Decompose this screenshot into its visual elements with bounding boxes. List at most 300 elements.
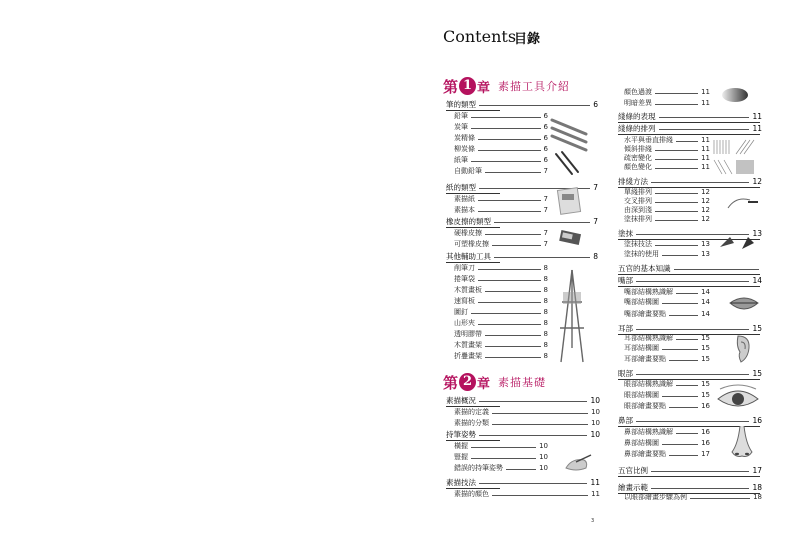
- toc-leader-line: [492, 413, 588, 414]
- toc-subentry[interactable]: [454, 286, 548, 295]
- toc-page-number: 11: [591, 490, 600, 498]
- toc-subentry[interactable]: [454, 341, 548, 350]
- toc-page-number: 15: [752, 369, 762, 378]
- toc-subentry[interactable]: [624, 450, 710, 459]
- toc-page-number: 11: [701, 145, 710, 153]
- toc-entry-label: 圖釘: [454, 308, 468, 316]
- toc-entry-label: 錯誤的持筆姿勢: [454, 464, 503, 472]
- toc-entry-label: 素描技法: [446, 478, 476, 487]
- toc-leader-line: [494, 222, 590, 223]
- line-hatching-illustration: [712, 138, 758, 176]
- toc-leader-line: [471, 117, 541, 118]
- toc-leader-line: [655, 220, 698, 221]
- toc-leader-line: [471, 458, 536, 459]
- toc-entry-label: 塗抹排列: [624, 215, 652, 223]
- toc-page-number: 11: [701, 154, 710, 162]
- toc-leader-line: [676, 293, 698, 294]
- toc-page-number: 8: [543, 297, 548, 305]
- toc-entry-label: 塗抹的使用: [624, 250, 659, 258]
- section-underline: [446, 406, 500, 407]
- toc-entry-label: 持筆姿勢: [446, 430, 476, 439]
- toc-entry-label: 鼻部結構熟識解: [624, 428, 673, 436]
- toc-entry-label: 可塑橡皮擦: [454, 240, 489, 248]
- toc-page-number: 12: [701, 188, 710, 196]
- toc-subentry[interactable]: [454, 195, 548, 204]
- toc-subentry[interactable]: [624, 334, 710, 343]
- toc-subentry[interactable]: [454, 275, 548, 284]
- toc-entry-label: 以眼部繪畫步驟為例: [624, 493, 687, 501]
- section-underline: [618, 286, 760, 287]
- toc-leader-line: [478, 150, 541, 151]
- toc-page-number: 15: [701, 344, 710, 352]
- toc-entry-label: 炭精條: [454, 134, 475, 142]
- toc-leader-line: [655, 168, 698, 169]
- toc-leader-line: [471, 447, 536, 448]
- toc-entry-label: 柳炭條: [454, 145, 475, 153]
- toc-entry-label: 紙筆: [454, 156, 468, 164]
- toc-subentry[interactable]: [624, 99, 710, 108]
- toc-entry-label: 自動鉛筆: [454, 167, 482, 175]
- hatching-method-illustration: [726, 190, 760, 216]
- toc-subentry[interactable]: [624, 428, 710, 437]
- toc-page-number: 15: [752, 324, 762, 333]
- toc-page-number: 13: [752, 229, 762, 238]
- toc-entry-label: 顏色變化: [624, 163, 652, 171]
- toc-subentry[interactable]: [624, 215, 710, 224]
- toc-leader-line: [485, 335, 541, 336]
- toc-section-entry[interactable]: [618, 483, 762, 492]
- toc-leader-line: [478, 324, 541, 325]
- toc-entry-label: 傾斜排綫: [624, 145, 652, 153]
- section-underline: [446, 227, 500, 228]
- toc-entry-label: 素描的顏色: [454, 490, 489, 498]
- toc-entry-label: 顏色過渡: [624, 88, 652, 96]
- section-underline: [618, 122, 760, 123]
- toc-page-number: 14: [701, 298, 710, 306]
- toc-subentry[interactable]: [454, 297, 548, 306]
- toc-leader-line: [492, 245, 541, 246]
- toc-leader-line: [662, 396, 698, 397]
- toc-page-number: 12: [701, 215, 710, 223]
- toc-page-number: 7: [593, 183, 598, 192]
- toc-leader-line: [479, 483, 587, 484]
- toc-section-entry[interactable]: [618, 276, 762, 285]
- toc-page-number: 8: [543, 352, 548, 360]
- toc-leader-line: [479, 105, 590, 106]
- toc-entry-label: 素描的分類: [454, 419, 489, 427]
- toc-subentry[interactable]: [454, 408, 600, 417]
- section-underline: [446, 488, 500, 489]
- toc-leader-line: [655, 104, 698, 105]
- toc-entry-label: 疏密變化: [624, 154, 652, 162]
- toc-page-number: 14: [752, 276, 762, 285]
- toc-subentry[interactable]: [454, 156, 548, 165]
- chapter-1-heading: [443, 75, 570, 97]
- toc-entry-label: 嘴部繪畫要點: [624, 310, 666, 318]
- pencils-illustration: [548, 114, 590, 176]
- toc-leader-line: [676, 339, 698, 340]
- toc-subentry[interactable]: [454, 308, 548, 317]
- toc-leader-line: [485, 172, 541, 173]
- toc-section-entry[interactable]: [446, 252, 598, 261]
- toc-subentry[interactable]: [454, 206, 548, 215]
- toc-entry-label: 耳部結構圖: [624, 344, 659, 352]
- toc-section-entry[interactable]: [446, 478, 600, 487]
- toc-leader-line: [655, 150, 698, 151]
- toc-entry-label: 鉛筆: [454, 112, 468, 120]
- toc-leader-line: [636, 281, 749, 282]
- toc-subentry[interactable]: [624, 154, 710, 163]
- toc-leader-line: [659, 129, 750, 130]
- toc-subentry[interactable]: [454, 167, 548, 176]
- section-underline: [446, 262, 500, 263]
- section-underline: [618, 476, 760, 477]
- toc-page-number: 6: [543, 123, 548, 131]
- toc-subentry[interactable]: [624, 344, 710, 353]
- toc-subentry[interactable]: [624, 206, 710, 215]
- toc-subentry[interactable]: [624, 136, 710, 145]
- section-underline: [446, 440, 500, 441]
- toc-entry-label: 捲筆袋: [454, 275, 475, 283]
- toc-page-number: 10: [590, 396, 600, 405]
- tone-gradient-illustration: [720, 86, 750, 104]
- toc-page-number: 11: [701, 163, 710, 171]
- toc-entry-label: 硬橡皮擦: [454, 229, 482, 237]
- toc-entry-label: 橫握: [454, 442, 468, 450]
- toc-entry-label: 筆的類型: [446, 100, 476, 109]
- toc-page-number: 16: [752, 416, 762, 425]
- toc-page-number: 6: [543, 134, 548, 142]
- toc-entry-label: 山形夾: [454, 319, 475, 327]
- toc-page-number: 10: [539, 442, 548, 450]
- toc-leader-line: [479, 435, 587, 436]
- toc-page-number: 10: [539, 464, 548, 472]
- toc-leader-line: [478, 302, 541, 303]
- toc-leader-line: [669, 455, 698, 456]
- toc-leader-line: [690, 498, 750, 499]
- toc-page-number: 8: [543, 319, 548, 327]
- smudge-illustration: [718, 235, 758, 251]
- toc-page-number: 11: [701, 136, 710, 144]
- toc-page-number: 12: [701, 197, 710, 205]
- chapter-title: 素描工具介紹: [498, 80, 571, 93]
- toc-page-number: 11: [752, 124, 762, 133]
- toc-subentry[interactable]: [624, 197, 710, 206]
- toc-page-number: 7: [543, 229, 548, 237]
- toc-leader-line: [485, 357, 541, 358]
- toc-subentry[interactable]: [624, 88, 710, 97]
- toc-entry-label: 嘴部結構熟識解: [624, 288, 673, 296]
- toc-page-number: 7: [543, 206, 548, 214]
- toc-leader-line: [676, 385, 698, 386]
- toc-entry-label: 嘴部: [618, 276, 633, 285]
- toc-page-number: 6: [543, 156, 548, 164]
- toc-page-number: 14: [701, 310, 710, 318]
- chapter-number-badge: 1: [459, 77, 476, 95]
- toc-section-entry[interactable]: [446, 217, 598, 226]
- toc-subentry[interactable]: [454, 419, 600, 428]
- eye-illustration: [716, 381, 760, 415]
- toc-section-entry[interactable]: [618, 324, 762, 333]
- toc-subentry[interactable]: [454, 464, 548, 473]
- toc-page-number: 8: [543, 341, 548, 349]
- toc-entry-label: 削筆刀: [454, 264, 475, 272]
- toc-subentry[interactable]: [624, 298, 710, 307]
- toc-leader-line: [479, 401, 587, 402]
- toc-entry-label: 繪畫示範: [618, 483, 648, 492]
- toc-entry-label: 木質畫架: [454, 341, 482, 349]
- toc-page-number: 11: [701, 88, 710, 96]
- toc-entry-label: 素描的定義: [454, 408, 489, 416]
- toc-leader-line: [669, 407, 698, 408]
- toc-subentry[interactable]: [454, 145, 548, 154]
- toc-entry-label: 速寫板: [454, 297, 475, 305]
- toc-page-number: 7: [543, 240, 548, 248]
- ear-illustration: [732, 334, 752, 364]
- toc-leader-line: [471, 313, 541, 314]
- toc-entry-label: 鼻部繪畫要點: [624, 450, 666, 458]
- section-underline: [618, 274, 760, 275]
- toc-leader-line: [478, 200, 541, 201]
- page-number: 3: [591, 518, 595, 524]
- toc-leader-line: [506, 469, 536, 470]
- toc-leader-line: [662, 349, 698, 350]
- toc-entry-label: 橡皮擦的類型: [446, 217, 491, 226]
- toc-entry-label: 綫條的表現: [618, 112, 656, 121]
- toc-leader-line: [636, 374, 749, 375]
- toc-leader-line: [676, 141, 698, 142]
- toc-page-number: 8: [543, 275, 548, 283]
- toc-section-entry[interactable]: [618, 112, 762, 121]
- toc-page-number: 15: [701, 334, 710, 342]
- toc-entry-label: 交叉排列: [624, 197, 652, 205]
- toc-entry-label: 炭筆: [454, 123, 468, 131]
- toc-page-number: 17: [701, 450, 710, 458]
- toc-entry-label: 素描紙: [454, 195, 475, 203]
- toc-leader-line: [485, 291, 541, 292]
- toc-page-number: 16: [701, 439, 710, 447]
- toc-leader-line: [655, 211, 698, 212]
- toc-section-entry[interactable]: [446, 396, 600, 405]
- toc-entry-label: 五官比例: [618, 466, 648, 475]
- toc-subentry[interactable]: [624, 380, 710, 389]
- toc-entry-label: 耳部結構熟識解: [624, 334, 673, 342]
- toc-leader-line: [478, 280, 541, 281]
- toc-entry-label: 木質畫板: [454, 286, 482, 294]
- toc-subentry[interactable]: [624, 240, 710, 249]
- toc-leader-line: [674, 269, 760, 270]
- toc-leader-line: [494, 257, 590, 258]
- toc-leader-line: [492, 424, 588, 425]
- hand-holding-pencil-illustration: [562, 452, 592, 474]
- toc-page-number: 8: [543, 264, 548, 272]
- toc-leader-line: [662, 444, 698, 445]
- toc-entry-label: 五官的基本知識: [618, 264, 671, 273]
- toc-page-number: 11: [590, 478, 600, 487]
- toc-page-number: 16: [701, 428, 710, 436]
- toc-leader-line: [655, 93, 698, 94]
- toc-subentry[interactable]: [454, 453, 548, 462]
- toc-page-number: 13: [701, 240, 710, 248]
- toc-leader-line: [651, 488, 749, 489]
- toc-leader-line: [676, 433, 698, 434]
- toc-page-number: 8: [543, 286, 548, 294]
- toc-page-number: 18: [753, 493, 762, 501]
- toc-page-number: 11: [752, 112, 762, 121]
- toc-page-number: 6: [543, 112, 548, 120]
- toc-subentry[interactable]: [624, 391, 710, 400]
- toc-leader-line: [636, 421, 749, 422]
- toc-page-number: 13: [701, 250, 710, 258]
- chapter-suffix: 章: [477, 80, 491, 96]
- section-underline: [618, 134, 760, 135]
- toc-leader-line: [669, 315, 698, 316]
- toc-leader-line: [485, 234, 541, 235]
- toc-section-entry[interactable]: [618, 466, 762, 475]
- toc-leader-line: [655, 245, 698, 246]
- toc-page-number: 10: [590, 430, 600, 439]
- section-underline: [446, 110, 500, 111]
- toc-page-number: 15: [701, 391, 710, 399]
- toc-leader-line: [651, 182, 749, 183]
- toc-entry-label: 眼部結構圖: [624, 391, 659, 399]
- toc-subentry[interactable]: [454, 490, 600, 499]
- toc-leader-line: [662, 303, 698, 304]
- toc-entry-label: 耳部繪畫要點: [624, 355, 666, 363]
- toc-leader-line: [659, 117, 750, 118]
- toc-section-entry[interactable]: [446, 100, 598, 109]
- toc-page-number: 14: [701, 288, 710, 296]
- toc-entry-label: 素描概況: [446, 396, 476, 405]
- chapter-suffix: 章: [477, 376, 491, 392]
- toc-subentry[interactable]: [624, 402, 710, 411]
- toc-subentry[interactable]: [624, 310, 710, 319]
- toc-subentry[interactable]: [624, 188, 710, 197]
- toc-subentry[interactable]: [454, 352, 548, 361]
- toc-page-number: 8: [543, 308, 548, 316]
- mouth-illustration: [728, 292, 760, 316]
- toc-entry-label: 單綫排列: [624, 188, 652, 196]
- toc-subentry[interactable]: [454, 134, 548, 143]
- toc-page-number: 7: [543, 195, 548, 203]
- toc-leader-line: [662, 255, 698, 256]
- toc-subentry[interactable]: [624, 493, 762, 502]
- toc-entry-label: 由深到淺: [624, 206, 652, 214]
- toc-page-number: 11: [701, 99, 710, 107]
- toc-subentry[interactable]: [454, 442, 548, 451]
- toc-leader-line: [655, 159, 698, 160]
- toc-page-number: 17: [752, 466, 762, 475]
- toc-leader-line: [471, 161, 541, 162]
- toc-leader-line: [669, 360, 698, 361]
- toc-entry-label: 鼻部結構圖: [624, 439, 659, 447]
- chapter-prefix: 第: [443, 77, 459, 96]
- toc-leader-line: [655, 193, 698, 194]
- toc-entry-label: 素描本: [454, 206, 475, 214]
- toc-subentry[interactable]: [624, 288, 710, 297]
- toc-subentry[interactable]: [454, 319, 548, 328]
- toc-subentry[interactable]: [454, 330, 548, 339]
- toc-entry-label: 其他輔助工具: [446, 252, 491, 261]
- toc-leader-line: [636, 329, 749, 330]
- toc-subentry[interactable]: [624, 163, 710, 172]
- toc-subentry[interactable]: [454, 264, 548, 273]
- toc-page-number: 15: [701, 380, 710, 388]
- toc-entry-label: 眼部結構熟識解: [624, 380, 673, 388]
- sketch-paper-illustration: [556, 186, 584, 216]
- toc-entry-label: 排綫方法: [618, 177, 648, 186]
- toc-entry-label: 耳部: [618, 324, 633, 333]
- toc-entry-label: 透明膠帶: [454, 330, 482, 338]
- toc-section-entry[interactable]: [618, 369, 762, 378]
- nose-illustration: [726, 424, 758, 462]
- toc-entry-label: 綫條的排列: [618, 124, 656, 133]
- eraser-illustration: [558, 228, 584, 248]
- toc-page-number: 12: [701, 206, 710, 214]
- toc-page-number: 8: [543, 330, 548, 338]
- toc-entry-label: 眼部繪畫要點: [624, 402, 666, 410]
- toc-entry-label: 豎握: [454, 453, 468, 461]
- toc-page-number: 10: [591, 419, 600, 427]
- toc-page-number: 7: [593, 217, 598, 226]
- toc-section-entry[interactable]: [446, 430, 600, 439]
- toc-page-number: 7: [543, 167, 548, 175]
- contents-title: Contents: [443, 27, 517, 46]
- toc-subentry[interactable]: [624, 439, 710, 448]
- toc-leader-line: [655, 202, 698, 203]
- toc-page-number: 12: [752, 177, 762, 186]
- toc-subentry[interactable]: [624, 355, 710, 364]
- toc-subentry[interactable]: [624, 145, 710, 154]
- toc-subentry[interactable]: [624, 250, 710, 259]
- toc-entry-label: 紙的類型: [446, 183, 476, 192]
- toc-page-number: 10: [539, 453, 548, 461]
- toc-entry-label: 水平與垂直排綫: [624, 136, 673, 144]
- toc-leader-line: [478, 211, 541, 212]
- toc-page-number: 10: [591, 408, 600, 416]
- toc-page-number: 15: [701, 355, 710, 363]
- toc-subentry[interactable]: [454, 240, 548, 249]
- toc-section-entry[interactable]: [618, 177, 762, 186]
- toc-entry-label: 嘴部結構圖: [624, 298, 659, 306]
- toc-entry-label: 折疊畫架: [454, 352, 482, 360]
- toc-leader-line: [485, 346, 541, 347]
- toc-leader-line: [478, 139, 541, 140]
- contents-title-chinese: 目錄: [514, 32, 541, 47]
- toc-entry-label: 明暗差異: [624, 99, 652, 107]
- toc-leader-line: [492, 495, 588, 496]
- easel-illustration: [555, 268, 589, 364]
- chapter-2-heading: [443, 371, 546, 393]
- toc-subentry[interactable]: [454, 123, 548, 132]
- toc-entry-label: 塗抹技法: [624, 240, 652, 248]
- toc-leader-line: [651, 471, 749, 472]
- toc-page-number: 16: [701, 402, 710, 410]
- toc-page-number: 18: [752, 483, 762, 492]
- chapter-title: 素描基礎: [498, 376, 547, 389]
- toc-entry-label: 塗抹: [618, 229, 633, 238]
- toc-page-number: 8: [593, 252, 598, 261]
- toc-leader-line: [471, 128, 541, 129]
- chapter-prefix: 第: [443, 373, 459, 392]
- toc-section-entry[interactable]: [618, 264, 762, 273]
- toc-subentry[interactable]: [454, 229, 548, 238]
- toc-subentry[interactable]: [454, 112, 548, 121]
- section-underline: [446, 193, 500, 194]
- toc-entry-label: 鼻部: [618, 416, 633, 425]
- toc-leader-line: [478, 269, 541, 270]
- toc-section-entry[interactable]: [618, 124, 762, 133]
